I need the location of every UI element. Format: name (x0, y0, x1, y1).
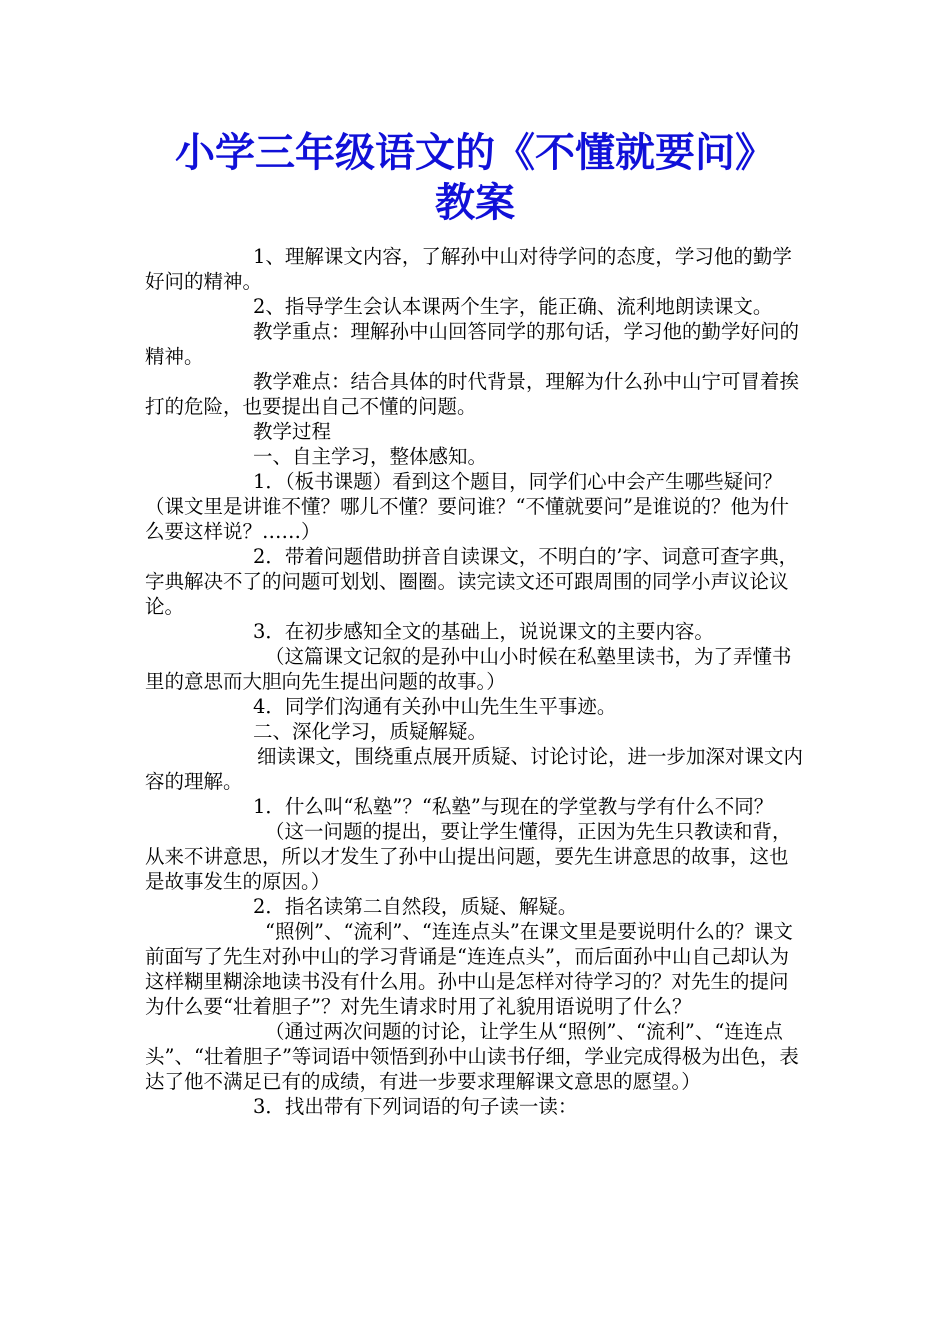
paragraph: 1．（板书课题）看到这个题目，同学们心中会产生哪些疑问？（课文里是讲谁不懂？哪儿不懂？要问谁？“不懂就要问”是谁说的？他为什么要这样说？……） (145, 470, 789, 543)
paragraph: （这一问题的提出，要让学生懂得，正因为先生只教读和背，从来不讲意思，所以才发生了孙中山提出问题，要先生讲意思的故事，这也是故事发生的原因。） (145, 820, 792, 893)
paragraph: 一、自主学习，整体感知。 (253, 445, 488, 468)
paragraph: （这篇课文记叙的是孙中山小时候在私塾里读书，为了弄懂书里的意思而大胆向先生提出问题的故事。） (145, 645, 792, 693)
paragraph: 教学过程 (253, 420, 332, 443)
paragraph: 1．什么叫“私塾”？“私塾”与现在的学堂教与学有什么不同？ (253, 795, 774, 818)
paragraph: 细读课文，围绕重点展开质疑、讨论讨论，进一步加深对课文内容的理解。 (145, 745, 804, 793)
paragraph: 4．同学们沟通有关孙中山先生生平事迹。 (253, 695, 617, 718)
paragraph: 3．找出带有下列词语的句子读一读： (253, 1095, 578, 1118)
title-line-1: 小学三年级语文的《不懂就要问》 (175, 130, 775, 176)
document-title (145, 128, 805, 228)
document-body (145, 244, 807, 1119)
paragraph: 教学重点：理解孙中山回答同学的那句话，学习他的勤学好问的精神。 (145, 320, 800, 368)
paragraph: （通过两次问题的讨论，让学生从“照例”、“流利”、“连连点头”、“壮着胆子”等词语中领悟到孙中山读书仔细，学业完成得极为出色，表达了他不满足已有的成绩，有进一步要求理解课文意思的愿望。） (145, 1020, 799, 1093)
paragraph: 教学难点：结合具体的时代背景，理解为什么孙中山宁可冒着挨打的危险，也要提出自己不懂的问题。 (145, 370, 800, 418)
paragraph: 1、理解课文内容，了解孙中山对待学问的态度，学习他的勤学好问的精神。 (145, 245, 792, 293)
paragraph: 二、深化学习，质疑解疑。 (253, 720, 488, 743)
title-line-2: 教案 (435, 180, 515, 226)
paragraph: 2、指导学生会认本课两个生字，能正确、流利地朗读课文。 (253, 295, 773, 318)
paragraph: 2．带着问题借助拼音自读课文，不明白的’字、词意可查字典，字典解决不了的问题可划划、圈圈。读完读文还可跟周围的同学小声议论议论。 (145, 545, 799, 618)
paragraph: 2．指名读第二自然段，质疑、解疑。 (253, 895, 578, 918)
paragraph: 3．在初步感知全文的基础上，说说课文的主要内容。 (253, 620, 714, 643)
paragraph: “照例”、“流利”、“连连点头”在课文里是要说明什么的？课文前面写了先生对孙中山的学习背诵是“连连点头”，而后面孙中山自己却认为这样糊里糊涂地读书没有什么用。孙中山是怎样对待学习的？对先生的提问为什么要“壮着胆子”？对先生请求时用了礼貌用语说明了什么？ (145, 920, 793, 1018)
